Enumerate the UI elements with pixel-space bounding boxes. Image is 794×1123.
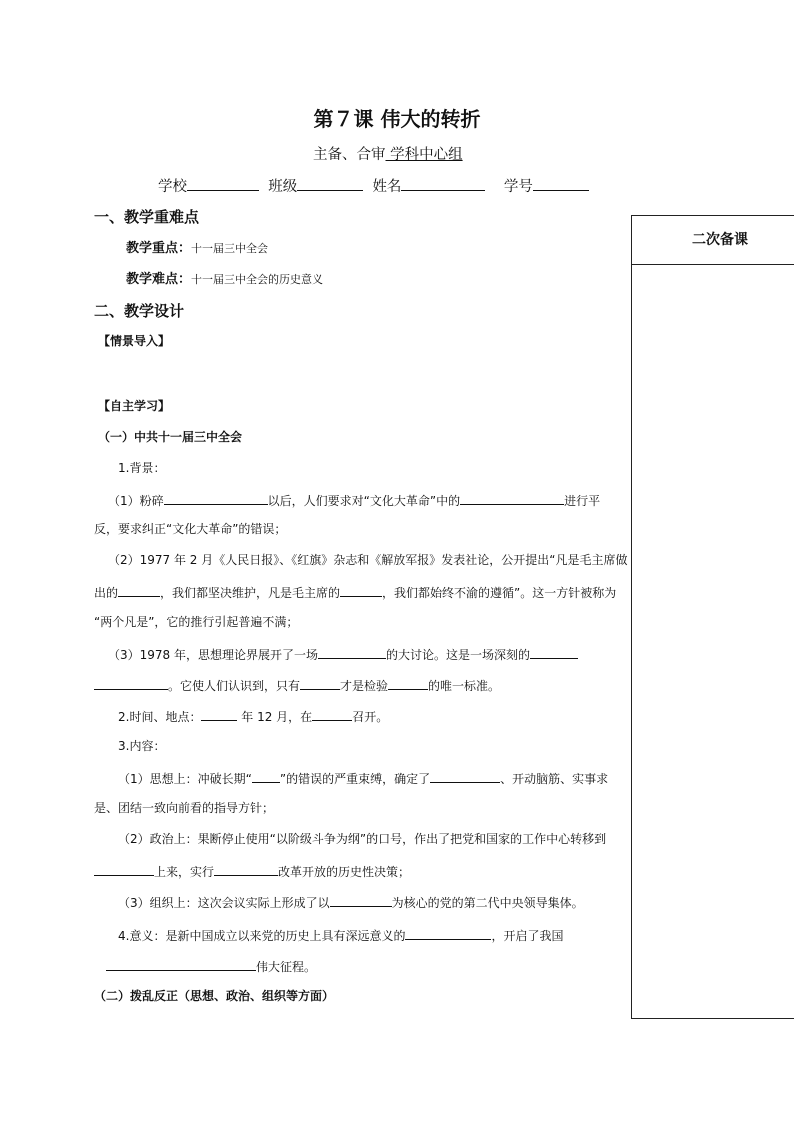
- number-blank: [533, 176, 589, 191]
- bg-text: 。它使人们认识到，只有: [168, 679, 301, 693]
- bg-text: ，我们都始终不渝的遵循”。这一方针被称为: [382, 586, 617, 600]
- fill-blank: [318, 644, 386, 659]
- time-text: 年 12 月，在: [241, 710, 313, 724]
- fill-blank: [164, 490, 268, 505]
- secondary-prep-header: 二次备课: [632, 216, 794, 265]
- class-label: 班级: [268, 179, 298, 195]
- bg-text: 的唯一标准。: [428, 679, 501, 693]
- subtitle: [313, 143, 463, 164]
- section2-heading: 二、教学设计: [94, 302, 185, 320]
- difficulty-line: [126, 268, 323, 287]
- self-study-heading: 【自主学习】: [98, 399, 171, 413]
- meaning-line-2: [106, 956, 316, 975]
- fill-blank: [106, 956, 256, 971]
- background-label: 1.背景：: [118, 461, 166, 475]
- bg-line-3: （2）1977 年 2 月《人民日报》、《红旗》杂志和《解放军报》发表社论，公开提出“凡是毛主席做: [108, 553, 628, 567]
- content-text: 、开动脑筋、实事求: [500, 772, 609, 786]
- section1-heading: 一、教学重难点: [94, 208, 200, 226]
- name-label: 姓名: [372, 179, 402, 195]
- meaning-line-1: [118, 925, 563, 944]
- bg-text: 的大讨论。这是一场深刻的: [386, 648, 531, 662]
- bg-text: 进行平: [564, 494, 601, 508]
- content-line-4: [94, 861, 410, 880]
- part2-heading: （二）拨乱反正（思想、政治、组织等方面）: [94, 989, 335, 1003]
- fill-blank: [460, 490, 564, 505]
- class-blank: [297, 176, 363, 191]
- difficulty-value: 十一届三中全会的历史意义: [191, 273, 324, 286]
- content-text: 改革开放的历史性决策；: [278, 865, 411, 879]
- number-label: 学号: [503, 179, 533, 195]
- fill-blank: [94, 861, 154, 876]
- content-text: 为核心的党的第二代中央领导集体。: [391, 896, 584, 910]
- fill-blank: [312, 706, 352, 721]
- bg-line-5: “两个凡是”，它的推行引起普遍不满；: [94, 615, 299, 629]
- intro-heading: 【情景导入】: [98, 334, 171, 348]
- bg-line-6: [108, 644, 578, 663]
- fill-blank: [405, 925, 491, 940]
- content-text: （3）组织上：这次会议实际上形成了以: [118, 896, 330, 910]
- meaning-text: 4.意义：是新中国成立以来党的历史上具有深远意义的: [118, 929, 406, 943]
- bg-line-2: 反，要求纠正“文化大革命”的错误；: [94, 522, 287, 536]
- secondary-prep-box: [631, 215, 794, 1019]
- meaning-text: ，开启了我国: [491, 929, 564, 943]
- subtitle-prefix: 主备、合审: [313, 147, 386, 163]
- fill-blank: [214, 861, 278, 876]
- bg-line-1: [108, 490, 600, 509]
- content-line-1: [118, 768, 608, 787]
- key-point-label: 教学重点：: [126, 241, 192, 256]
- bg-text: 才是检验: [340, 679, 389, 693]
- school-label: 学校: [158, 179, 187, 195]
- subtitle-group: 学科中心组: [385, 147, 463, 163]
- time-place-line: [118, 706, 388, 725]
- meaning-text: 伟大征程。: [256, 960, 317, 974]
- key-point-line: [126, 237, 268, 256]
- fill-blank: [300, 675, 340, 690]
- bg-text: （1）粉碎: [108, 494, 164, 508]
- fill-blank: [201, 706, 237, 721]
- time-text: 2.时间、地点：: [118, 710, 202, 724]
- content-label: 3.内容：: [118, 739, 166, 753]
- bg-text: （3）1978 年，思想理论界展开了一场: [108, 648, 318, 662]
- fill-blank: [340, 582, 382, 597]
- bg-text: ，我们都坚决维护，凡是毛主席的: [160, 586, 341, 600]
- fill-blank: [388, 675, 428, 690]
- content-text: （1）思想上：冲破长期“: [118, 772, 252, 786]
- time-text: 召开。: [352, 710, 389, 724]
- fill-blank: [94, 675, 168, 690]
- name-blank: [401, 176, 485, 191]
- difficulty-label: 教学难点：: [126, 272, 192, 287]
- content-text: 上来，实行: [154, 865, 215, 879]
- fill-blank: [330, 892, 392, 907]
- bg-line-4: [94, 582, 616, 601]
- bg-line-7: [94, 675, 500, 694]
- content-line-5: [118, 892, 584, 911]
- bg-text: 出的: [94, 586, 119, 600]
- fill-blank: [430, 768, 500, 783]
- student-info-line: [158, 175, 589, 196]
- content-line-3: （2）政治上：果断停止使用“以阶级斗争为纲”的口号，作出了把党和国家的工作中心转移到: [118, 832, 607, 846]
- content-text: ”的错误的严重束缚，确定了: [279, 772, 431, 786]
- bg-text: 以后，人们要求对“文化大革命”中的: [267, 494, 461, 508]
- fill-blank: [252, 768, 280, 783]
- school-blank: [187, 176, 259, 191]
- fill-blank: [530, 644, 578, 659]
- part1-heading: （一）中共十一届三中全会: [98, 430, 243, 444]
- content-line-2: 是、团结一致向前看的指导方针；: [94, 801, 275, 815]
- key-point-value: 十一届三中全会: [191, 242, 269, 255]
- page-title: 第７课 伟大的转折: [313, 107, 481, 131]
- fill-blank: [118, 582, 160, 597]
